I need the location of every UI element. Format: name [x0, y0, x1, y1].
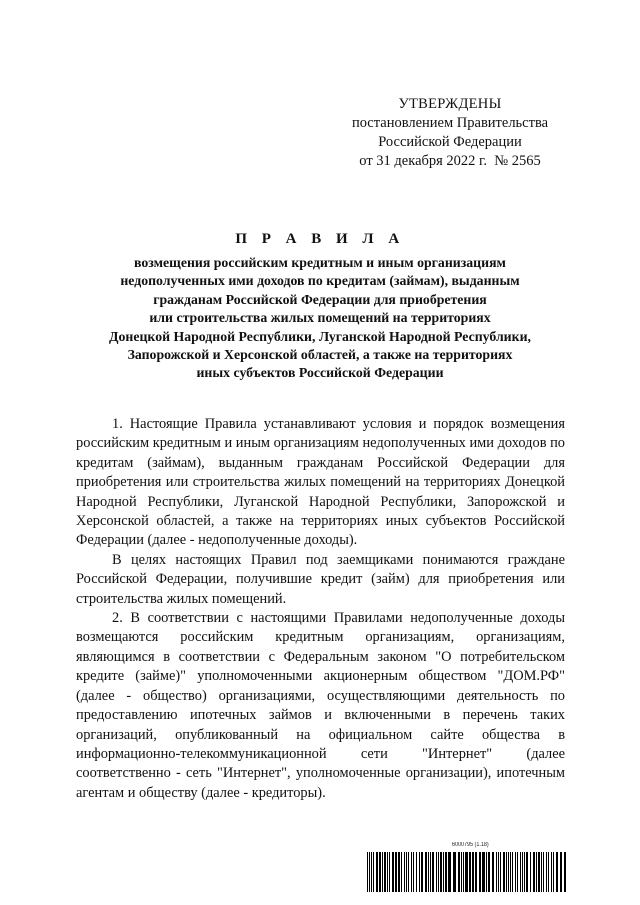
approval-line: Российской Федерации [378, 134, 522, 150]
subtitle-line: гражданам Российской Федерации для приобретения [153, 291, 487, 307]
paragraph-1-definition: В целях настоящих Правил под заемщиками понимаются граждане Российской Федерации, получившие кредит (займ) для приобретения или строительства жилых помещений. [76, 551, 565, 607]
document-title: П Р А В И Л А [235, 231, 405, 247]
approval-date: от 31 декабря 2022 г. № 2565 [359, 153, 541, 169]
approval-stamp [330, 95, 570, 171]
subtitle-line: Запорожской и Херсонской областей, а также на территориях [127, 347, 513, 363]
barcode-image [366, 852, 569, 892]
subtitle-line: Донецкой Народной Республики, Луганской Народной Республики, [109, 328, 531, 344]
barcode-number: 6000795 (1.18) [452, 842, 489, 848]
paragraph-2: 2. В соответствии с настоящими Правилами недополученные доходы возмещаются российским кредитным организациям, организациям, являющимся в соответствии с Федеральным законом "О потребительском кредите (займе)" уполномоченными акционерным обществом "ДОМ.РФ" (далее - общество) организациями, осуществляющими деятельность по предоставлению ипотечных займов и включенными в перечень таких организаций, опубликованный на официальном сайте общества в информационно-телекоммуникационной сети "Интернет" (далее соответственно - сеть "Интернет", уполномоченные организации), ипотечным агентам и обществу (далее - кредиторы). [76, 610, 565, 801]
subtitle-line: недополученных ими доходов по кредитам (займам), выданным [120, 273, 520, 289]
approval-line: постановлением Правительства [351, 115, 549, 131]
approval-heading: УТВЕРЖДЕНЫ [398, 96, 502, 112]
subtitle-line: иных субъектов Российской Федерации [196, 365, 444, 381]
paragraph-1: 1. Настоящие Правила устанавливают условия и порядок возмещения российским кредитным и иным организациям недополученных ими доходов по кредитам (займам), выданным гражданам Российской Федерации для приобретения или строительства жилых помещений на территориях Донецкой Народной Республики, Луганской Народной Республики, Запорожской и Херсонской областей, а также на территориях иных субъектов Российской Федерации (далее - недополученные доходы). [76, 416, 565, 549]
document-subtitle [74, 254, 566, 383]
document-body [76, 415, 565, 803]
subtitle-line: возмещения российским кредитным и иным организациям [134, 255, 506, 270]
subtitle-line: или строительства жилых помещений на территориях [149, 310, 491, 326]
